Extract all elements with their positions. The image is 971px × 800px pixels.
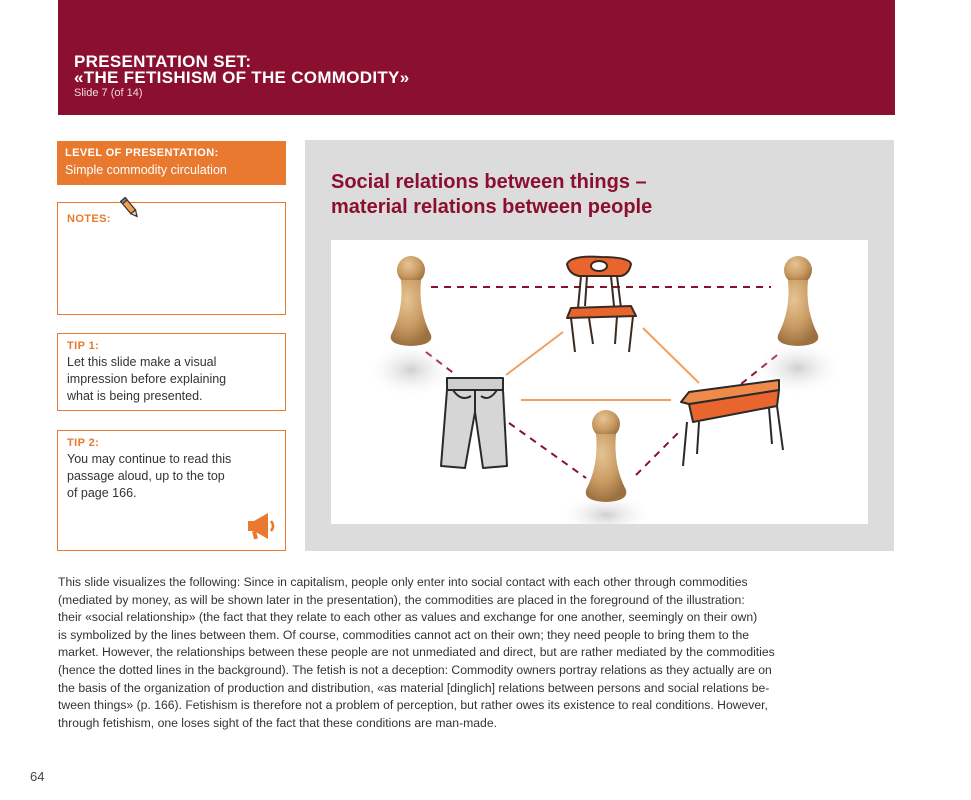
things-relations-lines (506, 328, 699, 400)
illustration (331, 240, 868, 524)
chair-commodity (567, 257, 636, 352)
tip1-text (67, 354, 276, 405)
slide-title-line1: Social relations between things – (331, 171, 647, 193)
tip2-text (67, 451, 276, 502)
tip2-label: TIP 2: (67, 437, 100, 449)
tip1-box (57, 333, 286, 411)
tip2-line: You may continue to read this (67, 452, 232, 466)
body-line: (mediated by money, as will be shown later in the presentation), the commodities are placed in the foreground of the illustration: (58, 592, 745, 607)
person-pawn-right (753, 256, 843, 396)
tip2-line: of page 166. (67, 486, 137, 500)
person-pawn-left (366, 256, 456, 398)
body-line: (hence the dotted lines in the background). The fetish is not a deception: Commodity owners portray relations as they actually are on (58, 662, 772, 677)
level-label: LEVEL OF PRESENTATION: (65, 147, 219, 159)
jeans-commodity (441, 378, 507, 468)
notes-label: NOTES: (67, 213, 111, 225)
tip2-line: passage aloud, up to the top (67, 469, 225, 483)
notes-box (57, 202, 286, 315)
body-line: is symbolized by the lines between them. Of course, commodities cannot act on their own; they need people to bring them to the (58, 627, 750, 642)
pencil-icon (118, 195, 142, 221)
body-line: market. However, the relationships between these people are not unmediated and direct, but are rather mediated by the commodities (58, 645, 775, 660)
body-line: the basis of the organization of production and distribution, «as material [dinglich] relations between persons and social relations be- (58, 680, 770, 695)
body-line: This slide visualizes the following: Since in capitalism, people only enter into social contact with each other through commodities (58, 575, 748, 589)
illustration-panel (331, 240, 868, 524)
header-title-line2: «THE FETISHISM OF THE COMMODITY» (74, 68, 410, 87)
header-banner (58, 0, 895, 115)
page-number: 64 (30, 769, 45, 784)
slide-preview (305, 140, 894, 551)
body-text (58, 574, 903, 732)
person-pawn-bottom (558, 410, 654, 524)
slide-title (331, 170, 652, 220)
level-value: Simple commodity circulation (65, 163, 227, 177)
megaphone-icon (244, 507, 280, 543)
header-subtitle: Slide 7 (of 14) (74, 87, 143, 99)
body-line: tween things» (p. 166). Fetishism is therefore not a problem of perception, but rather owes its existence to real conditions. However, (58, 698, 768, 713)
body-line: their «social relationship» (the fact that they relate to each other as values and exchange for one another, seemingly on their own) (58, 610, 758, 625)
table-commodity (681, 380, 783, 466)
body-line: through fetishism, one loses sight of the fact that these conditions are man-made. (58, 715, 497, 730)
tip1-line: Let this slide make a visual (67, 355, 217, 369)
tip2-box (57, 430, 286, 551)
header-title-line1: PRESENTATION SET: (74, 52, 252, 71)
level-of-presentation-box (57, 141, 286, 185)
tip1-label: TIP 1: (67, 340, 100, 352)
slide-title-line2: material relations between people (331, 196, 653, 218)
tip1-line: impression before explaining (67, 372, 227, 386)
tip1-line: what is being presented. (67, 389, 203, 403)
